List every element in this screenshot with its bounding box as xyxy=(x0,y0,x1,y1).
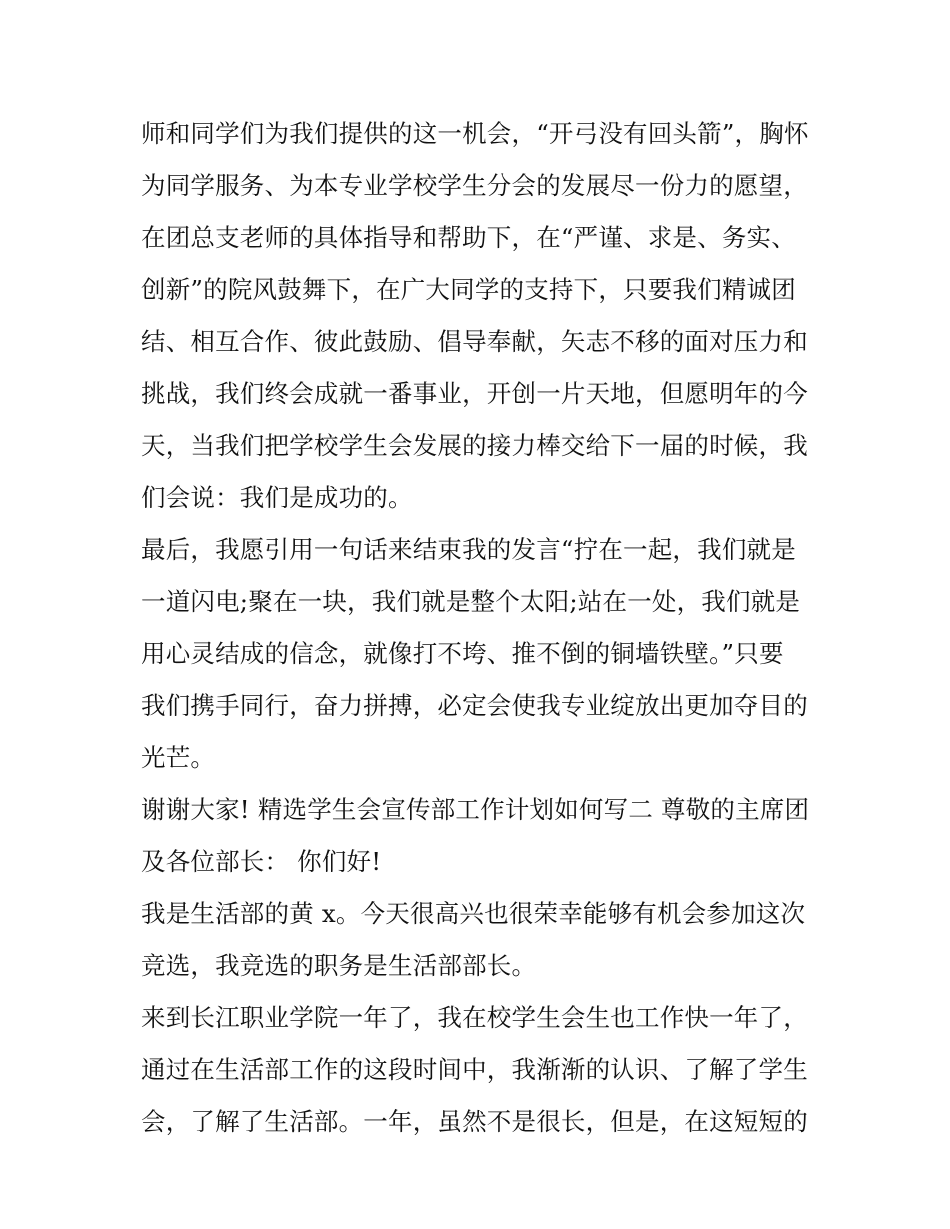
text-line: 光芒。 xyxy=(141,743,216,772)
text-line: 会，了解了生活部。一年，虽然不是很长，但是，在这短短的 xyxy=(141,1107,808,1136)
text-line: 及各位部长： 你们好! xyxy=(141,847,382,876)
text-line: 一道闪电;聚在一块，我们就是整个太阳;站在一处，我们就是 xyxy=(141,587,801,616)
text-line: 最后，我愿引用一句话来结束我的发言“拧在一起，我们就是 xyxy=(141,535,796,564)
text-line: 竞选，我竞选的职务是生活部部长。 xyxy=(141,951,537,980)
text-line: 用心灵结成的信念，就像打不垮、推不倒的铜墙铁壁。”只要 xyxy=(141,639,784,668)
text-line: 来到长江职业学院一年了，我在校学生会生也工作快一年了， xyxy=(141,1003,808,1032)
text-line: 我是生活部的黄 x。今天很高兴也很荣幸能够有机会参加这次 xyxy=(141,899,806,928)
text-line: 在团总支老师的具体指导和帮助下，在“严谨、求是、务实、 xyxy=(141,223,796,252)
text-line: 我们携手同行，奋力拼搏，必定会使我专业绽放出更加夺目的 xyxy=(141,691,808,720)
text-line: 师和同学们为我们提供的这一机会，“开弓没有回头箭”，胸怀 xyxy=(141,119,809,148)
text-line: 们会说：我们是成功的。 xyxy=(141,483,413,512)
text-line: 通过在生活部工作的这段时间中，我渐渐的认识、了解了学生 xyxy=(141,1055,808,1084)
text-line: 结、相互合作、彼此鼓励、倡导奉献，矢志不移的面对压力和 xyxy=(141,327,808,356)
text-line: 天，当我们把学校学生会发展的接力棒交给下一届的时候，我 xyxy=(141,431,808,460)
text-line: 为同学服务、为本专业学校学生分会的发展尽一份力的愿望， xyxy=(141,171,808,200)
text-line: 谢谢大家! 精选学生会宣传部工作计划如何写二 尊敬的主席团 xyxy=(141,795,810,824)
text-line: 创新”的院风鼓舞下，在广大同学的支持下，只要我们精诚团 xyxy=(141,275,796,304)
text-line: 挑战，我们终会成就一番事业，开创一片天地，但愿明年的今 xyxy=(141,379,808,408)
